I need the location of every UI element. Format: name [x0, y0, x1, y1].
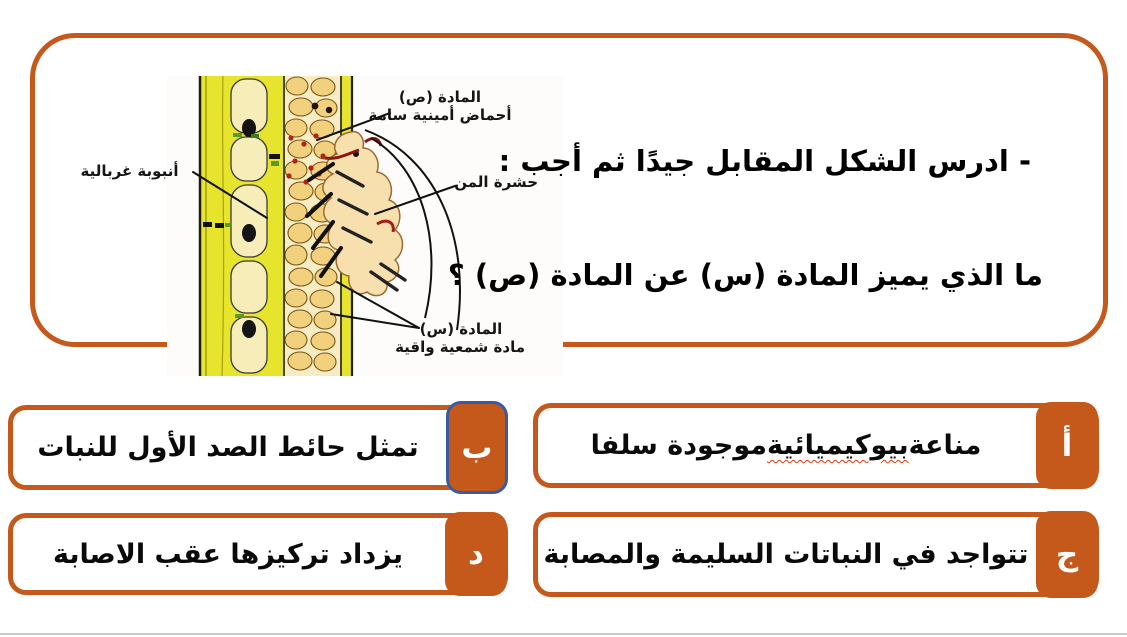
label-substance-seen-desc: مادة شمعية واقية — [395, 338, 525, 357]
option-a-text — [546, 408, 1026, 483]
plant-tissue-aphid-diagram — [75, 76, 565, 376]
option-d-text: يزداد تركيزها عقب الاصابة — [53, 538, 403, 570]
option-c[interactable] — [533, 512, 1099, 597]
option-a-letter-badge: أ — [1036, 402, 1098, 489]
sieve-tube-tissue — [199, 76, 285, 376]
option-b-letter-badge: ب — [446, 401, 508, 494]
slide-bottom-divider — [0, 633, 1127, 635]
option-b-text: تمثل حائط الصد الأول للنبات — [37, 432, 419, 463]
label-substance-sad — [365, 88, 515, 125]
option-a-text-part2: موجودة سلفا — [590, 430, 768, 461]
question-box — [30, 33, 1108, 357]
question-instruction: - ادرس الشكل المقابل جيدًا ثم أجب : — [498, 144, 1031, 178]
label-sieve-tube: أنبوبة غربالية — [80, 162, 179, 180]
option-d[interactable] — [8, 513, 508, 595]
option-d-letter-badge: د — [445, 512, 507, 596]
label-substance-seen — [397, 320, 525, 357]
label-substance-sad-desc: أحماض أمينية سامة — [368, 106, 512, 125]
option-a-text-part1: مناعة — [908, 430, 982, 461]
label-substance-seen-title: المادة (س) — [419, 320, 503, 338]
option-a-text-misspelled: بيوكيميائية — [767, 430, 909, 461]
option-a[interactable] — [533, 403, 1099, 488]
option-c-letter-badge: ج — [1036, 511, 1098, 598]
option-c-text: تتواجد في النباتات السليمة والمصابة — [543, 539, 1029, 570]
label-substance-sad-title: المادة (ص) — [398, 88, 482, 106]
option-b[interactable] — [8, 405, 508, 490]
label-aphid: حشرة المن — [454, 173, 538, 191]
question-text: ما الذي يميز المادة (س) عن المادة (ص) ؟ — [447, 258, 1043, 292]
